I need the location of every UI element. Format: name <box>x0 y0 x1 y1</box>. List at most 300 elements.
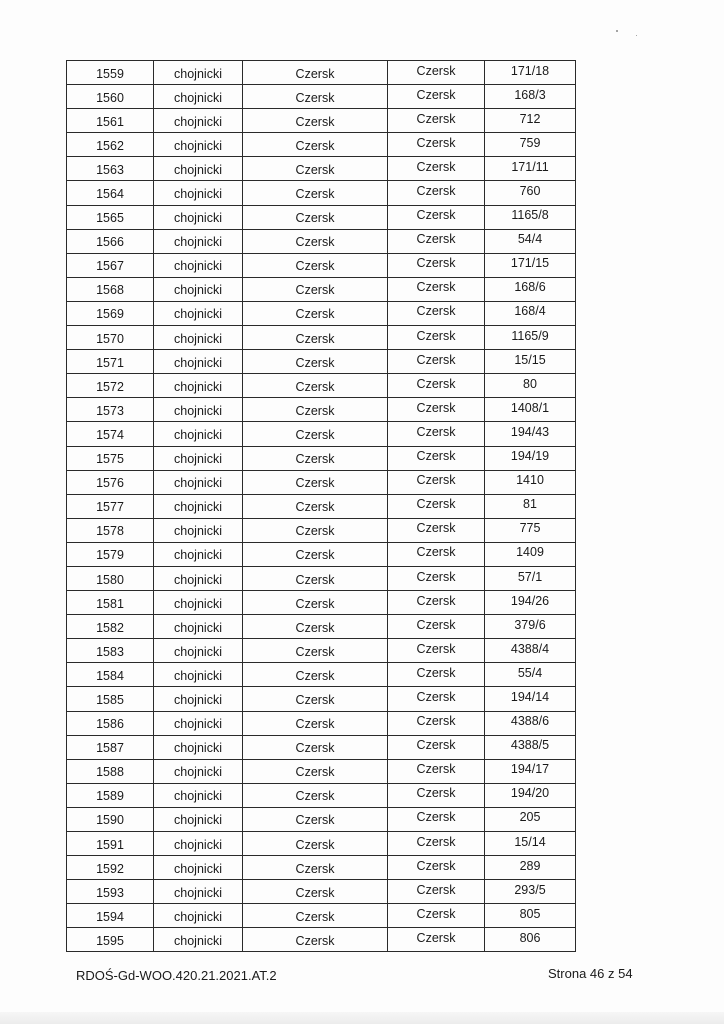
precinct-cell <box>388 133 485 157</box>
parcel-number-cell <box>485 807 576 831</box>
municipality-cell <box>243 470 388 494</box>
municipality-cell <box>243 663 388 687</box>
county-cell <box>154 759 243 783</box>
table-row <box>67 133 576 157</box>
cell-text: 1586 <box>96 717 124 732</box>
precinct-cell <box>388 374 485 398</box>
municipality-cell <box>243 253 388 277</box>
cell-text: Czersk <box>416 352 456 367</box>
cell-text: Czersk <box>295 861 335 876</box>
row-number-cell <box>67 326 154 350</box>
cell-text: 1165/9 <box>511 328 549 343</box>
document-reference: RDOŚ-Gd-WOO.420.21.2021.AT.2 <box>76 968 277 983</box>
municipality-cell <box>243 229 388 253</box>
parcel-number-cell <box>485 157 576 181</box>
municipality-cell <box>243 759 388 783</box>
cell-text: 1587 <box>96 741 124 756</box>
table-row <box>67 157 576 181</box>
municipality-cell <box>243 301 388 325</box>
table-row <box>67 928 576 952</box>
precinct-cell <box>388 542 485 566</box>
cell-text: Czersk <box>416 858 456 873</box>
cell-text: Czersk <box>295 211 335 226</box>
table-row <box>67 61 576 85</box>
cell-text: chojnicki <box>174 283 222 298</box>
cell-text: 1585 <box>96 692 124 707</box>
precinct-cell <box>388 663 485 687</box>
cell-text: Czersk <box>416 400 456 415</box>
cell-text: Czersk <box>416 617 456 632</box>
table-row <box>67 326 576 350</box>
cell-text: 1574 <box>96 427 124 442</box>
precinct-cell <box>388 856 485 880</box>
cell-text: Czersk <box>295 427 335 442</box>
parcel-number-cell <box>485 470 576 494</box>
cell-text: Czersk <box>295 259 335 274</box>
cell-text: Czersk <box>416 256 456 271</box>
cell-text: Czersk <box>295 572 335 587</box>
county-cell <box>154 687 243 711</box>
scan-specks <box>614 26 644 40</box>
cell-text: Czersk <box>295 331 335 346</box>
cell-text: 1573 <box>96 403 124 418</box>
cell-text: Czersk <box>416 593 456 608</box>
cell-text: Czersk <box>416 111 456 126</box>
parcel-number-cell <box>485 422 576 446</box>
cell-text: Czersk <box>295 765 335 780</box>
county-cell <box>154 229 243 253</box>
row-number-cell <box>67 277 154 301</box>
table-row <box>67 229 576 253</box>
parcel-number-cell <box>485 615 576 639</box>
county-cell <box>154 157 243 181</box>
cell-text: Czersk <box>416 906 456 921</box>
row-number-cell <box>67 856 154 880</box>
parcel-table <box>66 60 576 952</box>
cell-text: 168/4 <box>514 304 546 319</box>
cell-text: chojnicki <box>174 861 222 876</box>
cell-text: 194/19 <box>510 449 550 464</box>
municipality-cell <box>243 446 388 470</box>
parcel-number-cell <box>485 880 576 904</box>
precinct-cell <box>388 301 485 325</box>
table-row <box>67 398 576 422</box>
row-number-cell <box>67 205 154 229</box>
cell-text: Czersk <box>416 208 456 223</box>
cell-text: chojnicki <box>174 187 222 202</box>
row-number-cell <box>67 904 154 928</box>
cell-text: 1570 <box>96 331 124 346</box>
precinct-cell <box>388 735 485 759</box>
table-row <box>67 591 576 615</box>
cell-text: Czersk <box>295 644 335 659</box>
precinct-cell <box>388 639 485 663</box>
parcel-number-cell <box>485 832 576 856</box>
county-cell <box>154 494 243 518</box>
cell-text: Czersk <box>295 596 335 611</box>
row-number-cell <box>67 229 154 253</box>
parcel-number-cell <box>485 326 576 350</box>
cell-text: Czersk <box>295 307 335 322</box>
table-row <box>67 542 576 566</box>
parcel-number-cell <box>485 61 576 85</box>
row-number-cell <box>67 133 154 157</box>
municipality-cell <box>243 85 388 109</box>
row-number-cell <box>67 181 154 205</box>
county-cell <box>154 904 243 928</box>
cell-text: chojnicki <box>174 500 222 515</box>
municipality-cell <box>243 928 388 952</box>
parcel-number-cell <box>485 904 576 928</box>
row-number-cell <box>67 518 154 542</box>
precinct-cell <box>388 832 485 856</box>
scan-bottom-edge <box>0 1012 724 1024</box>
table-row <box>67 687 576 711</box>
table-row <box>67 832 576 856</box>
cell-text: Czersk <box>295 187 335 202</box>
county-cell <box>154 374 243 398</box>
parcel-number-cell <box>485 518 576 542</box>
table-row <box>67 277 576 301</box>
cell-text: 80 <box>523 376 537 391</box>
cell-text: chojnicki <box>174 572 222 587</box>
cell-text: 55/4 <box>517 665 543 680</box>
cell-text: 81 <box>523 497 537 512</box>
cell-text: chojnicki <box>174 717 222 732</box>
cell-text: chojnicki <box>174 933 222 948</box>
cell-text: 1572 <box>96 379 124 394</box>
cell-text: 1408/1 <box>510 400 550 415</box>
cell-text: 1591 <box>96 837 124 852</box>
parcel-number-cell <box>485 350 576 374</box>
cell-text: Czersk <box>416 930 456 945</box>
parcel-number-cell <box>485 542 576 566</box>
cell-text: 379/6 <box>514 617 546 632</box>
cell-text: Czersk <box>295 138 335 153</box>
parcel-number-cell <box>485 398 576 422</box>
cell-text: 1594 <box>96 909 124 924</box>
municipality-cell <box>243 856 388 880</box>
precinct-cell <box>388 783 485 807</box>
cell-text: 1579 <box>96 548 124 563</box>
precinct-cell <box>388 157 485 181</box>
cell-text: Czersk <box>295 837 335 852</box>
precinct-cell <box>388 591 485 615</box>
table-row <box>67 759 576 783</box>
cell-text: chojnicki <box>174 259 222 274</box>
cell-text: 57/1 <box>517 569 543 584</box>
row-number-cell <box>67 109 154 133</box>
cell-text: 1582 <box>96 620 124 635</box>
cell-text: Czersk <box>416 665 456 680</box>
cell-text: 1563 <box>96 162 124 177</box>
table-row <box>67 880 576 904</box>
county-cell <box>154 133 243 157</box>
cell-text: Czersk <box>416 63 456 78</box>
municipality-cell <box>243 374 388 398</box>
row-number-cell <box>67 832 154 856</box>
precinct-cell <box>388 711 485 735</box>
parcel-number-cell <box>485 277 576 301</box>
row-number-cell <box>67 615 154 639</box>
row-number-cell <box>67 542 154 566</box>
precinct-cell <box>388 615 485 639</box>
cell-text: chojnicki <box>174 476 222 491</box>
cell-text: 171/18 <box>510 63 550 78</box>
municipality-cell <box>243 494 388 518</box>
cell-text: 1564 <box>96 187 124 202</box>
row-number-cell <box>67 85 154 109</box>
precinct-cell <box>388 253 485 277</box>
county-cell <box>154 711 243 735</box>
parcel-number-cell <box>485 133 576 157</box>
cell-text: Czersk <box>295 620 335 635</box>
cell-text: 4388/6 <box>510 714 550 729</box>
cell-text: Czersk <box>295 283 335 298</box>
parcel-number-cell <box>485 928 576 952</box>
municipality-cell <box>243 615 388 639</box>
municipality-cell <box>243 277 388 301</box>
cell-text: 1592 <box>96 861 124 876</box>
cell-text: Czersk <box>295 66 335 81</box>
cell-text: 1165/8 <box>511 208 549 223</box>
cell-text: chojnicki <box>174 837 222 852</box>
parcel-number-cell <box>485 783 576 807</box>
county-cell <box>154 807 243 831</box>
county-cell <box>154 205 243 229</box>
cell-text: 712 <box>519 111 541 126</box>
cell-text: chojnicki <box>174 765 222 780</box>
precinct-cell <box>388 277 485 301</box>
cell-text: Czersk <box>295 524 335 539</box>
row-number-cell <box>67 783 154 807</box>
municipality-cell <box>243 398 388 422</box>
municipality-cell <box>243 109 388 133</box>
cell-text: Czersk <box>416 280 456 295</box>
cell-text: 1595 <box>96 933 124 948</box>
cell-text: chojnicki <box>174 427 222 442</box>
cell-text: Czersk <box>416 159 456 174</box>
cell-text: 1568 <box>96 283 124 298</box>
municipality-cell <box>243 904 388 928</box>
table-row <box>67 301 576 325</box>
precinct-cell <box>388 326 485 350</box>
cell-text: Czersk <box>416 424 456 439</box>
cell-text: Czersk <box>295 379 335 394</box>
precinct-cell <box>388 759 485 783</box>
cell-text: Czersk <box>416 304 456 319</box>
county-cell <box>154 566 243 590</box>
cell-text: Czersk <box>295 717 335 732</box>
table-row <box>67 350 576 374</box>
cell-text: 205 <box>519 810 541 825</box>
county-cell <box>154 639 243 663</box>
county-cell <box>154 542 243 566</box>
table-row <box>67 518 576 542</box>
cell-text: Czersk <box>416 184 456 199</box>
precinct-cell <box>388 85 485 109</box>
table-row <box>67 85 576 109</box>
parcel-number-cell <box>485 205 576 229</box>
cell-text: 805 <box>519 906 541 921</box>
municipality-cell <box>243 350 388 374</box>
cell-text: 194/26 <box>510 593 550 608</box>
county-cell <box>154 470 243 494</box>
row-number-cell <box>67 398 154 422</box>
table-row <box>67 494 576 518</box>
cell-text: Czersk <box>416 738 456 753</box>
municipality-cell <box>243 711 388 735</box>
cell-text: Czersk <box>416 449 456 464</box>
cell-text: Czersk <box>416 641 456 656</box>
parcel-number-cell <box>485 735 576 759</box>
row-number-cell <box>67 639 154 663</box>
cell-text: 289 <box>519 858 541 873</box>
county-cell <box>154 856 243 880</box>
parcel-number-cell <box>485 446 576 470</box>
municipality-cell <box>243 880 388 904</box>
municipality-cell <box>243 181 388 205</box>
parcel-number-cell <box>485 181 576 205</box>
cell-text: Czersk <box>416 376 456 391</box>
municipality-cell <box>243 326 388 350</box>
county-cell <box>154 663 243 687</box>
row-number-cell <box>67 301 154 325</box>
table-row <box>67 615 576 639</box>
parcel-number-cell <box>485 759 576 783</box>
parcel-number-cell <box>485 229 576 253</box>
cell-text: 1577 <box>96 500 124 515</box>
county-cell <box>154 928 243 952</box>
county-cell <box>154 109 243 133</box>
county-cell <box>154 398 243 422</box>
parcel-number-cell <box>485 374 576 398</box>
precinct-cell <box>388 229 485 253</box>
cell-text: Czersk <box>295 355 335 370</box>
table-row <box>67 374 576 398</box>
table-row <box>67 109 576 133</box>
cell-text: chojnicki <box>174 90 222 105</box>
precinct-cell <box>388 687 485 711</box>
cell-text: Czersk <box>416 882 456 897</box>
cell-text: Czersk <box>295 403 335 418</box>
municipality-cell <box>243 832 388 856</box>
parcel-number-cell <box>485 494 576 518</box>
cell-text: 1575 <box>96 452 124 467</box>
municipality-cell <box>243 566 388 590</box>
precinct-cell <box>388 181 485 205</box>
cell-text: 4388/5 <box>510 738 550 753</box>
cell-text: Czersk <box>295 668 335 683</box>
county-cell <box>154 615 243 639</box>
precinct-cell <box>388 494 485 518</box>
cell-text: Czersk <box>416 87 456 102</box>
cell-text: 1578 <box>96 524 124 539</box>
row-number-cell <box>67 350 154 374</box>
cell-text: 168/3 <box>514 87 546 102</box>
table-row <box>67 446 576 470</box>
county-cell <box>154 277 243 301</box>
county-cell <box>154 591 243 615</box>
parcel-number-cell <box>485 856 576 880</box>
row-number-cell <box>67 687 154 711</box>
cell-text: 1584 <box>96 668 124 683</box>
cell-text: 1583 <box>96 644 124 659</box>
cell-text: Czersk <box>295 90 335 105</box>
cell-text: chojnicki <box>174 452 222 467</box>
cell-text: Czersk <box>416 473 456 488</box>
cell-text: chojnicki <box>174 789 222 804</box>
cell-text: 759 <box>519 135 541 150</box>
parcel-number-cell <box>485 85 576 109</box>
table-row <box>67 205 576 229</box>
municipality-cell <box>243 591 388 615</box>
row-number-cell <box>67 928 154 952</box>
cell-text: chojnicki <box>174 596 222 611</box>
cell-text: Czersk <box>416 689 456 704</box>
cell-text: 1560 <box>96 90 124 105</box>
precinct-cell <box>388 109 485 133</box>
cell-text: chojnicki <box>174 813 222 828</box>
county-cell <box>154 301 243 325</box>
cell-text: 171/11 <box>511 159 549 174</box>
cell-text: 1567 <box>96 259 124 274</box>
county-cell <box>154 350 243 374</box>
precinct-cell <box>388 880 485 904</box>
cell-text: 15/14 <box>514 834 546 849</box>
cell-text: 194/14 <box>510 689 550 704</box>
county-cell <box>154 446 243 470</box>
county-cell <box>154 832 243 856</box>
municipality-cell <box>243 133 388 157</box>
table-row <box>67 181 576 205</box>
municipality-cell <box>243 783 388 807</box>
parcel-table-body <box>67 61 576 952</box>
cell-text: Czersk <box>295 235 335 250</box>
cell-text: chojnicki <box>174 644 222 659</box>
cell-text: chojnicki <box>174 620 222 635</box>
cell-text: Czersk <box>416 497 456 512</box>
cell-text: Czersk <box>295 741 335 756</box>
cell-text: 1565 <box>96 211 124 226</box>
cell-text: chojnicki <box>174 524 222 539</box>
cell-text: 1590 <box>96 813 124 828</box>
cell-text: 1566 <box>96 235 124 250</box>
precinct-cell <box>388 422 485 446</box>
cell-text: 15/15 <box>514 352 546 367</box>
cell-text: chojnicki <box>174 379 222 394</box>
municipality-cell <box>243 687 388 711</box>
row-number-cell <box>67 470 154 494</box>
county-cell <box>154 326 243 350</box>
cell-text: 1576 <box>96 476 124 491</box>
table-row <box>67 422 576 446</box>
row-number-cell <box>67 807 154 831</box>
cell-text: 1588 <box>96 765 124 780</box>
cell-text: 1559 <box>96 66 124 81</box>
cell-text: chojnicki <box>174 138 222 153</box>
precinct-cell <box>388 398 485 422</box>
cell-text: chojnicki <box>174 211 222 226</box>
cell-text: 1593 <box>96 885 124 900</box>
cell-text: Czersk <box>416 328 456 343</box>
cell-text: 194/43 <box>510 424 550 439</box>
cell-text: Czersk <box>416 232 456 247</box>
cell-text: Czersk <box>416 521 456 536</box>
cell-text: Czersk <box>416 569 456 584</box>
cell-text: Czersk <box>295 813 335 828</box>
cell-text: 54/4 <box>517 232 543 247</box>
